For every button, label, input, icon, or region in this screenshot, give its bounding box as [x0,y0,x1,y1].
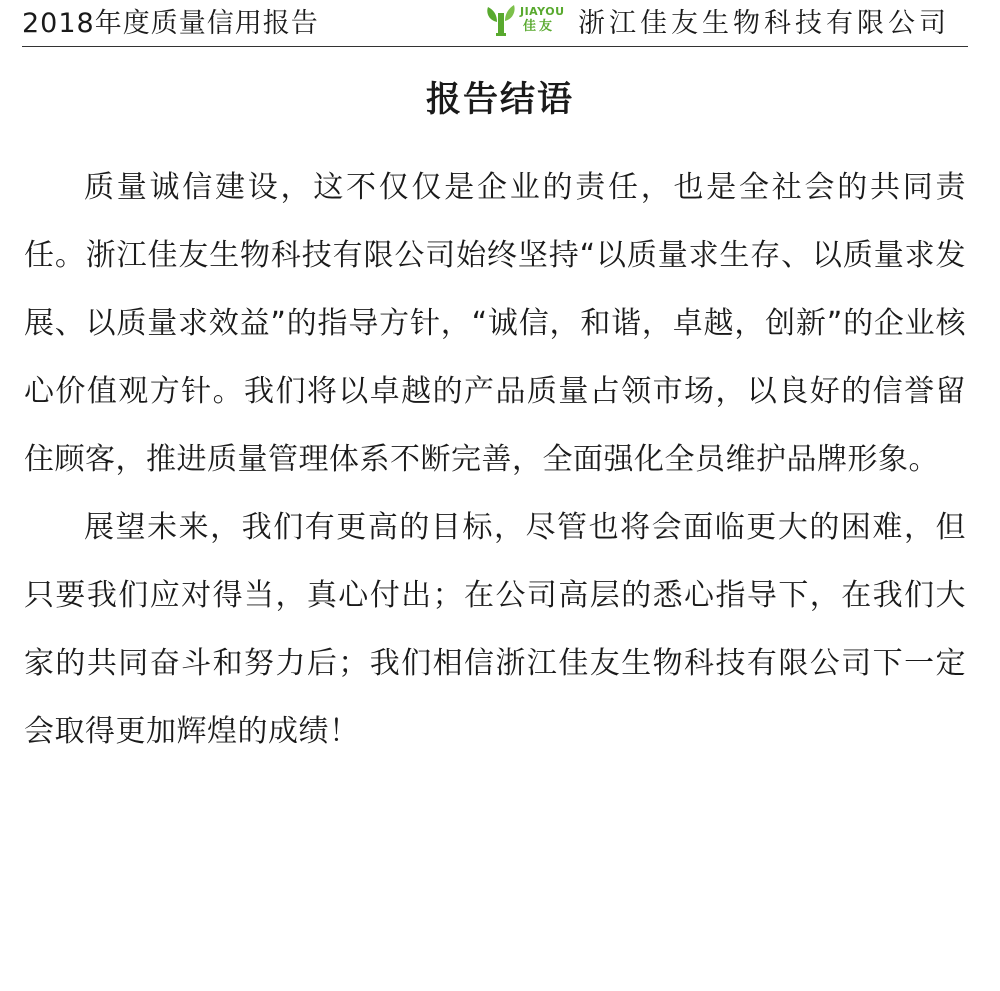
report-year-title: 2018年度质量信用报告 [22,8,319,39]
company-logo [484,2,566,40]
paragraph-1: 质量诚信建设，这不仅仅是企业的责任，也是全社会的共同责任。浙江佳友生物科技有限公司始终坚持“以质量求生存、以质量求发展、以质量求效益”的指导方针，“诚信，和谐，卓越，创新”的企业核心价值观方针。我们将以卓越的产品质量占领市场，以良好的信誉留住顾客，推进质量管理体系不断完善，全面强化全员维护品牌形象。 [24,170,966,477]
logo-text-cn: 佳友 [523,19,556,34]
logo-text-en: JIAYOU [520,5,565,18]
logo-leaf-icon [484,3,518,37]
page-title: 报告结语 [425,80,574,120]
conclusion-body [24,154,966,766]
paragraph-2: 展望未来，我们有更高的目标，尽管也将会面临更大的困难，但只要我们应对得当，真心付出；在公司高层的悉心指导下，在我们大家的共同奋斗和努力后；我们相信浙江佳友生物科技有限公司下一定会取得更加辉煌的成绩！ [24,510,966,749]
page-header [22,0,968,47]
company-name: 浙江佳友生物科技有限公司 [578,8,950,39]
